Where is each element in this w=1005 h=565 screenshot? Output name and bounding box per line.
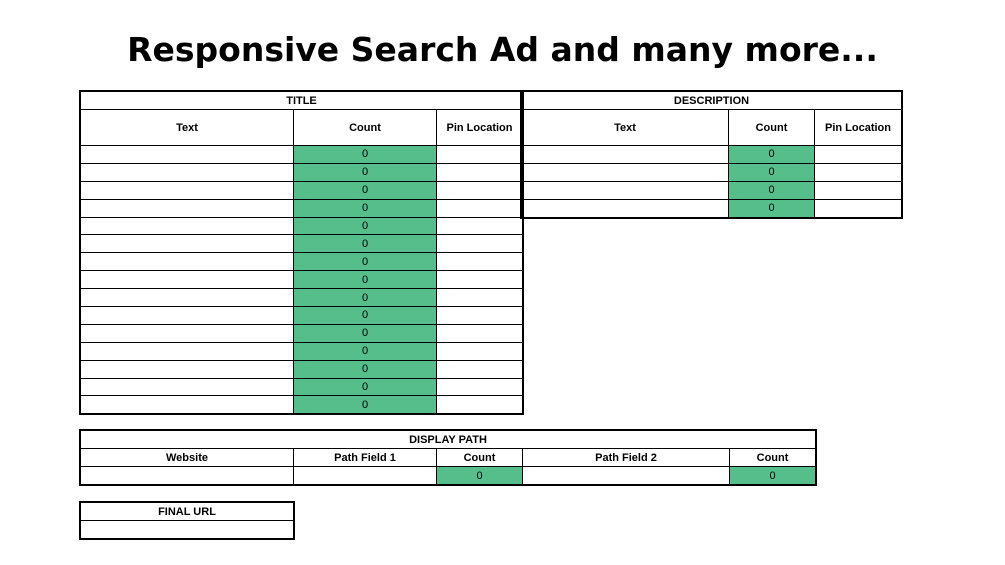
description-pin-cell[interactable] xyxy=(815,181,902,199)
title-text-cell[interactable] xyxy=(81,289,294,307)
title-count-cell: 0 xyxy=(294,235,437,253)
title-text-cell[interactable] xyxy=(81,163,294,181)
display-path-count1-cell: 0 xyxy=(437,467,523,485)
title-row xyxy=(81,146,523,164)
title-count-cell: 0 xyxy=(294,307,437,325)
title-row xyxy=(81,199,523,217)
description-count-cell: 0 xyxy=(729,181,815,199)
title-row xyxy=(81,163,523,181)
description-pin-cell[interactable] xyxy=(815,146,902,164)
description-count-header: Count xyxy=(729,110,815,146)
title-text-cell[interactable] xyxy=(81,396,294,414)
display-path-field2-header: Path Field 2 xyxy=(523,449,730,467)
title-pin-cell[interactable] xyxy=(437,181,523,199)
title-text-cell[interactable] xyxy=(81,199,294,217)
title-row xyxy=(81,360,523,378)
title-pin-cell[interactable] xyxy=(437,342,523,360)
title-text-cell[interactable] xyxy=(81,342,294,360)
title-row xyxy=(81,342,523,360)
final-url-cell[interactable] xyxy=(81,521,294,539)
title-count-header: Count xyxy=(294,110,437,146)
title-text-cell[interactable] xyxy=(81,324,294,342)
description-table-body xyxy=(522,146,902,218)
description-text-cell[interactable] xyxy=(522,199,729,217)
description-count-cell: 0 xyxy=(729,163,815,181)
title-count-cell: 0 xyxy=(294,342,437,360)
title-text-cell[interactable] xyxy=(81,146,294,164)
title-table-body xyxy=(81,146,523,414)
title-pin-cell[interactable] xyxy=(437,324,523,342)
title-text-cell[interactable] xyxy=(81,360,294,378)
title-row xyxy=(81,253,523,271)
description-row xyxy=(522,163,902,181)
description-text-cell[interactable] xyxy=(522,163,729,181)
title-count-cell: 0 xyxy=(294,396,437,414)
description-text-cell[interactable] xyxy=(522,181,729,199)
page-title: Responsive Search Ad and many more... xyxy=(127,30,878,69)
title-pin-cell[interactable] xyxy=(437,163,523,181)
description-pin-header: Pin Location xyxy=(815,110,902,146)
title-count-cell: 0 xyxy=(294,378,437,396)
title-row xyxy=(81,307,523,325)
final-url-table xyxy=(80,502,294,539)
display-path-website-cell[interactable] xyxy=(81,467,294,485)
display-path-count1-header: Count xyxy=(437,449,523,467)
description-pin-cell[interactable] xyxy=(815,199,902,217)
title-text-cell[interactable] xyxy=(81,271,294,289)
title-table-caption: TITLE xyxy=(81,92,523,110)
display-path-website-header: Website xyxy=(81,449,294,467)
description-row xyxy=(522,181,902,199)
description-table xyxy=(521,91,902,218)
title-row xyxy=(81,271,523,289)
description-row xyxy=(522,199,902,217)
final-url-caption: FINAL URL xyxy=(81,503,294,521)
title-text-cell[interactable] xyxy=(81,307,294,325)
title-text-cell[interactable] xyxy=(81,181,294,199)
description-pin-cell[interactable] xyxy=(815,163,902,181)
description-row xyxy=(522,146,902,164)
title-pin-cell[interactable] xyxy=(437,199,523,217)
display-path-field1-cell[interactable] xyxy=(294,467,437,485)
title-row xyxy=(81,181,523,199)
display-path-count2-cell: 0 xyxy=(730,467,816,485)
display-path-count2-header: Count xyxy=(730,449,816,467)
title-count-cell: 0 xyxy=(294,271,437,289)
title-pin-cell[interactable] xyxy=(437,307,523,325)
title-count-cell: 0 xyxy=(294,360,437,378)
title-row xyxy=(81,289,523,307)
title-text-cell[interactable] xyxy=(81,378,294,396)
title-count-cell: 0 xyxy=(294,289,437,307)
title-count-cell: 0 xyxy=(294,146,437,164)
title-text-header: Text xyxy=(81,110,294,146)
title-pin-cell[interactable] xyxy=(437,146,523,164)
title-row xyxy=(81,235,523,253)
title-pin-cell[interactable] xyxy=(437,271,523,289)
title-count-cell: 0 xyxy=(294,163,437,181)
title-row xyxy=(81,378,523,396)
title-row xyxy=(81,324,523,342)
title-text-cell[interactable] xyxy=(81,235,294,253)
title-pin-cell[interactable] xyxy=(437,396,523,414)
title-pin-cell[interactable] xyxy=(437,378,523,396)
description-text-header: Text xyxy=(522,110,729,146)
display-path-field1-header: Path Field 1 xyxy=(294,449,437,467)
display-path-caption: DISPLAY PATH xyxy=(81,431,816,449)
title-count-cell: 0 xyxy=(294,217,437,235)
title-text-cell[interactable] xyxy=(81,253,294,271)
title-count-cell: 0 xyxy=(294,181,437,199)
description-count-cell: 0 xyxy=(729,199,815,217)
title-pin-cell[interactable] xyxy=(437,360,523,378)
display-path-table xyxy=(80,430,816,485)
title-table xyxy=(80,91,523,414)
title-count-cell: 0 xyxy=(294,199,437,217)
display-path-field2-cell[interactable] xyxy=(523,467,730,485)
title-pin-cell[interactable] xyxy=(437,235,523,253)
title-row xyxy=(81,217,523,235)
title-pin-header: Pin Location xyxy=(437,110,523,146)
title-pin-cell[interactable] xyxy=(437,253,523,271)
title-pin-cell[interactable] xyxy=(437,289,523,307)
title-pin-cell[interactable] xyxy=(437,217,523,235)
description-text-cell[interactable] xyxy=(522,146,729,164)
description-count-cell: 0 xyxy=(729,146,815,164)
title-text-cell[interactable] xyxy=(81,217,294,235)
title-count-cell: 0 xyxy=(294,253,437,271)
description-table-caption: DESCRIPTION xyxy=(522,92,902,110)
title-row xyxy=(81,396,523,414)
title-count-cell: 0 xyxy=(294,324,437,342)
